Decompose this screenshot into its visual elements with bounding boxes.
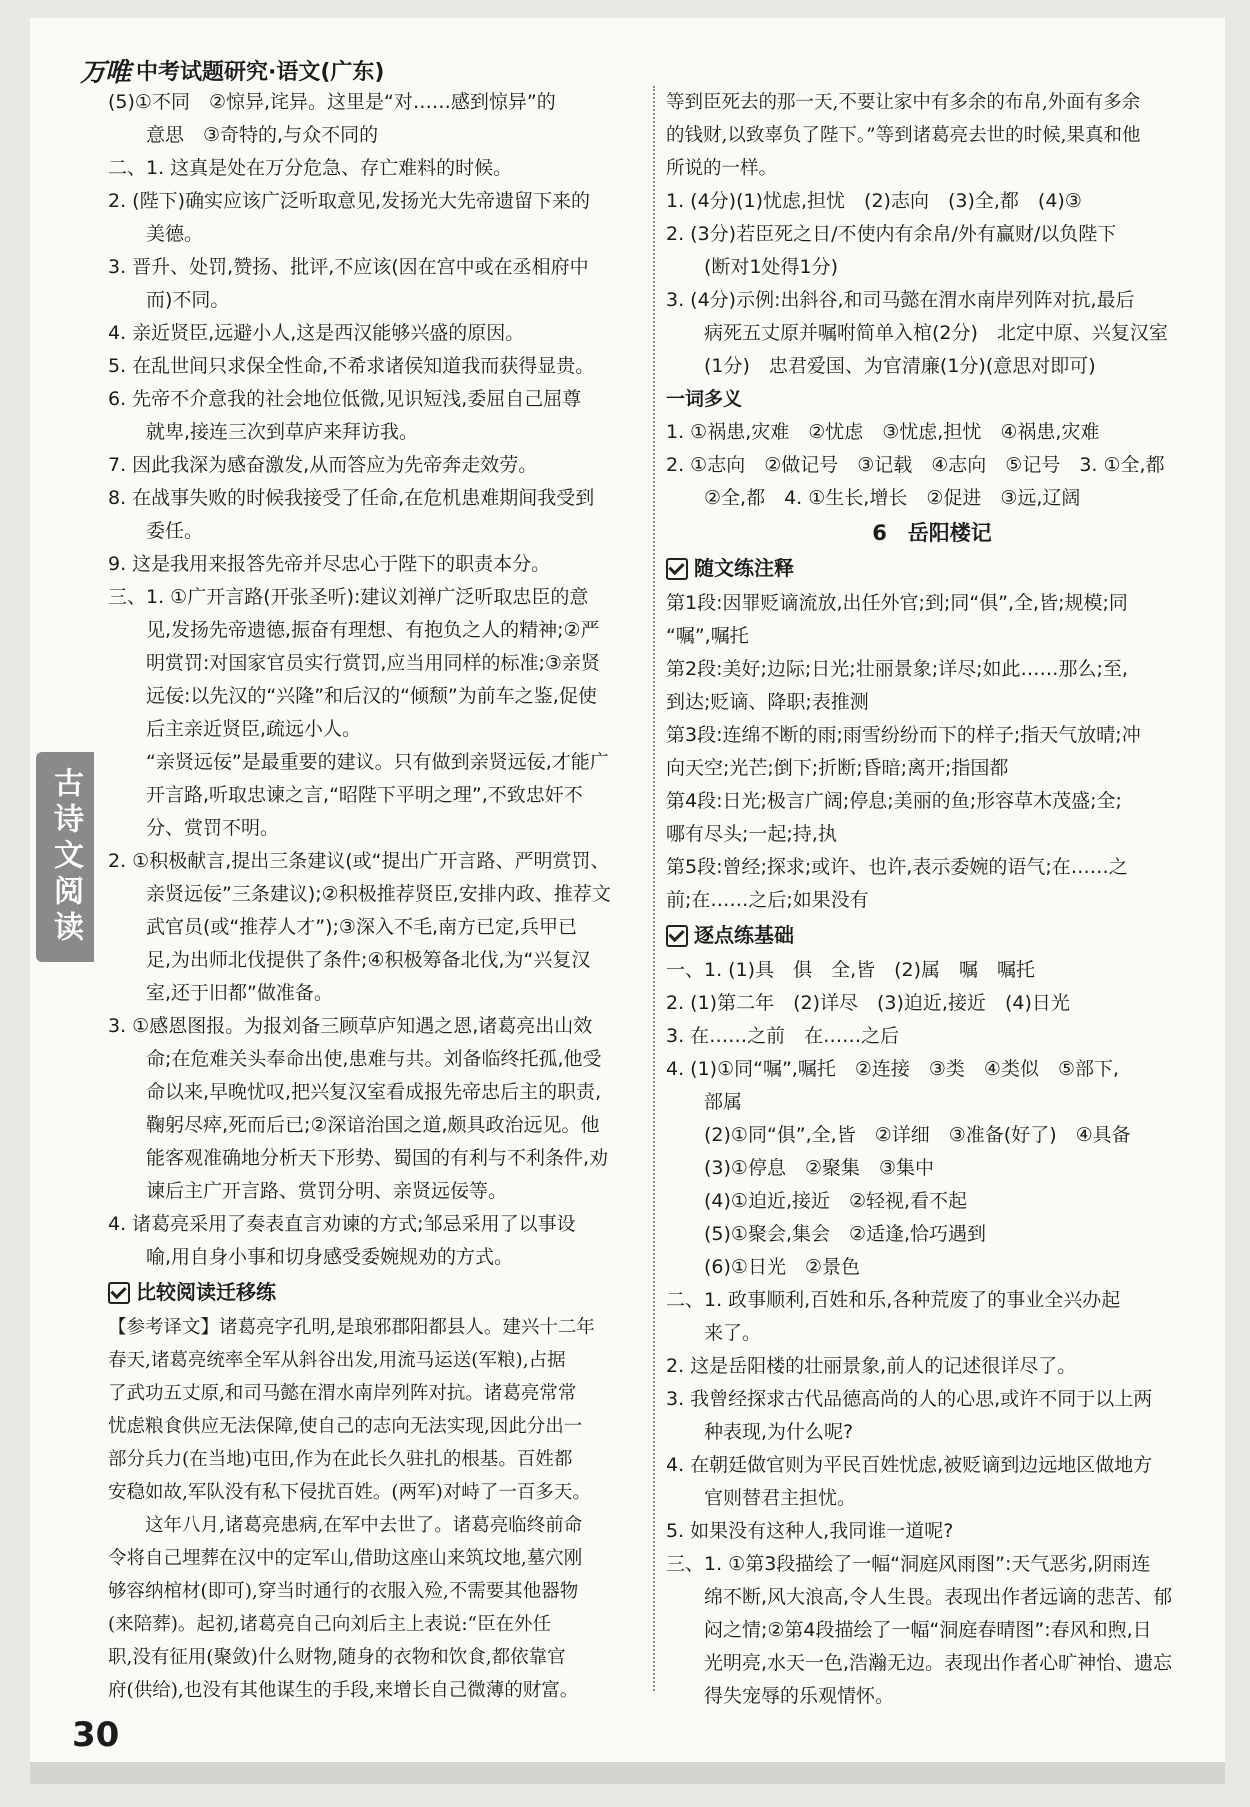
translation-line: 春天,诸葛亮统率全军从斜谷出发,用流马运送(军粮),占据	[108, 1350, 566, 1371]
answer-line: 第2段:美好;边际;日光;壮丽景象;详尽;如此……那么;至,	[666, 658, 1128, 680]
answer-line: 3. 我曾经探求古代品德高尚的人的心思,或许不同于以上两	[666, 1388, 1153, 1410]
answer-line: 5. 在乱世间只求保全性命,不希求诸侯知道我而获得显贵。	[108, 355, 595, 377]
translation-line: 够容纳棺材(即可),穿当时通行的衣服入殓,不需要其他器物	[108, 1581, 579, 1602]
checkbox-icon	[108, 1282, 130, 1304]
answer-line: “嘱”,嘱托	[666, 625, 749, 647]
answer-line: 来了。	[704, 1322, 762, 1344]
answer-line: 5. 如果没有这种人,我同谁一道呢?	[666, 1520, 954, 1542]
answer-line: 官则替君主担忧。	[704, 1487, 857, 1509]
translation-line: 的钱财,以致辜负了陛下。”等到诸葛亮去世的时候,果真和他	[666, 125, 1141, 146]
answer-line: 9. 这是我用来报答先帝并尽忠心于陛下的职责本分。	[108, 553, 551, 575]
translation-line: 等到臣死去的那一天,不要让家中有多余的布帛,外面有多余	[666, 92, 1141, 113]
answer-line: (断对1处得1分)	[704, 256, 839, 278]
answer-line: “亲贤远佞”是最重要的建议。只有做到亲贤远佞,才能广	[146, 751, 609, 773]
translation-line: 令将自己埋葬在汉中的定军山,借助这座山来筑坟地,墓穴刚	[108, 1548, 583, 1569]
answer-line: 能客观准确地分析天下形势、蜀国的有利与不利条件,劝	[146, 1147, 609, 1169]
answer-line: 1. (4分)(1)忧虑,担忧 (2)志向 (3)全,都 (4)③	[666, 190, 1082, 212]
answer-line: 喻,用自身小事和切身感受委婉规劝的方式。	[146, 1246, 514, 1268]
translation-line: 了武功五丈原,和司马懿在渭水南岸列阵对抗。诸葛亮常常	[108, 1383, 577, 1404]
answer-line: 后主亲近贤臣,疏远小人。	[146, 718, 362, 740]
answer-line: (5)①聚会,集会 ②适逢,恰巧遇到	[704, 1223, 987, 1245]
answer-line: 得失宠辱的乐观情怀。	[704, 1685, 895, 1707]
section-heading-text: 随文练注释	[694, 556, 794, 580]
answer-line: (3)①停息 ②聚集 ③集中	[704, 1157, 935, 1179]
translation-line: 这年八月,诸葛亮患病,在军中去世了。诸葛亮临终前命	[145, 1515, 583, 1536]
answer-line: 1. ①祸患,灾难 ②忧虑 ③忧虑,担忧 ④祸患,灾难	[666, 421, 1100, 443]
answer-line: 而)不同。	[146, 289, 230, 311]
answer-line: 鞠躬尽瘁,死而后已;②深谙治国之道,颇具政治远见。他	[146, 1114, 600, 1136]
section-tab	[36, 752, 94, 962]
answer-line: (4)①迫近,接近 ②轻视,看不起	[704, 1190, 968, 1212]
answer-line: 谏后主广开言路、赏罚分明、亲贤远佞等。	[146, 1180, 508, 1202]
section-heading	[108, 1276, 645, 1309]
checkbox-icon	[666, 558, 688, 580]
book-title: 中考试题研究·语文(广东)	[136, 59, 385, 85]
answer-line: (2)①同“俱”,全,皆 ②详细 ③准备(好了) ④具备	[704, 1124, 1131, 1146]
answer-line: 3. 晋升、处罚,赞扬、批评,不应该(因在宫中或在丞相府中	[108, 256, 589, 278]
answer-line: 3. (4分)示例:出斜谷,和司马懿在渭水南岸列阵对抗,最后	[666, 289, 1135, 311]
answer-line: 命;在危难关头奉命出使,患难与共。刘备临终托孤,他受	[146, 1048, 602, 1070]
answer-line: 美德。	[146, 223, 204, 245]
answer-line: 一词多义	[666, 388, 743, 410]
answer-line: 2. (3分)若臣死之日/不使内有余帛/外有赢财/以负陛下	[666, 223, 1117, 245]
section-heading	[666, 919, 1198, 952]
answer-line: 第5段:曾经;探求;或许、也许,表示委婉的语气;在……之	[666, 856, 1128, 878]
checkbox-icon	[666, 925, 688, 947]
answer-line: 命以来,早晚忧叹,把兴复汉室看成报先帝忠后主的职责,	[146, 1081, 602, 1103]
answer-line: 部属	[704, 1091, 743, 1113]
translation-line: 职,没有征用(聚敛)什么财物,随身的衣物和饮食,都依靠官	[108, 1647, 566, 1668]
page-number: 30	[72, 1715, 120, 1755]
translation-line: 忧虑粮食供应无法保障,使自己的志向无法实现,因此分出一	[108, 1416, 583, 1437]
answer-line: (1分) 忠君爱国、为官清廉(1分)(意思对即可)	[704, 355, 1096, 377]
translation-line: 所说的一样。	[666, 158, 778, 179]
brand-logo: 万唯	[80, 57, 131, 88]
lesson-title: 6 岳阳楼记	[872, 521, 992, 545]
answer-line: 武官员(或“推荐人才”);③深入不毛,南方已定,兵甲已	[146, 916, 578, 938]
answer-line: 7. 因此我深为感奋激发,从而答应为先帝奔走效劳。	[108, 454, 538, 476]
answer-line: 闷之情;②第4段描绘了一幅“洞庭春晴图”:春风和煦,日	[704, 1619, 1152, 1641]
answer-line: 哪有尽头;一起;持,执	[666, 823, 837, 845]
answer-line: 2. ①积极献言,提出三条建议(或“提出广开言路、严明赏罚、	[108, 850, 610, 872]
left-column	[108, 86, 645, 1707]
answer-line: 委任。	[146, 520, 204, 542]
answer-line: 足,为出师北伐提供了条件;④积极筹备北伐,为“兴复汉	[146, 949, 591, 971]
answer-line: 病死五丈原并嘱咐简单入棺(2分) 北定中原、兴复汉室	[704, 322, 1168, 344]
answer-line: 2. (陛下)确实应该广泛听取意见,发扬光大先帝遗留下来的	[108, 190, 591, 212]
answer-line: 三、1. ①广开言路(开张圣听):建议刘禅广泛听取忠臣的意	[108, 586, 589, 608]
answer-line: 二、1. 这真是处在万分危急、存亡难料的时候。	[108, 157, 513, 179]
answer-line: 向天空;光芒;倒下;折断;昏暗;离开;指国都	[666, 757, 1009, 779]
right-column	[666, 86, 1198, 1713]
section-heading-text: 逐点练基础	[694, 923, 794, 947]
answer-line: 4. (1)①同“嘱”,嘱托 ②连接 ③类 ④类似 ⑤部下,	[666, 1058, 1120, 1080]
translation-line: 府(供给),也没有其他谋生的手段,来增长自己微薄的财富。	[108, 1680, 579, 1701]
answer-line: 远佞:以先汉的“兴隆”和后汉的“倾颓”为前车之鉴,促使	[146, 685, 597, 707]
answer-line: 就卑,接连三次到草庐来拜访我。	[146, 421, 419, 443]
answer-line: 明赏罚:对国家官员实行赏罚,应当用同样的标准;③亲贤	[146, 652, 600, 674]
answer-line: 2. ①志向 ②做记号 ③记载 ④志向 ⑤记号 3. ①全,都	[666, 454, 1165, 476]
answer-line: 种表现,为什么呢?	[704, 1421, 854, 1443]
answer-line: 前;在……之后;如果没有	[666, 889, 869, 911]
answer-line: 分、赏罚不明。	[146, 817, 280, 839]
translation-line: (来陪葬)。起初,诸葛亮自己向刘后主上表说:“臣在外任	[108, 1614, 552, 1635]
answer-line: 光明亮,水天一色,浩瀚无边。表现出作者心旷神怡、遗忘	[704, 1652, 1173, 1674]
answer-line: 8. 在战事失败的时候我接受了任命,在危机患难期间我受到	[108, 487, 595, 509]
answer-line: (5)①不同 ②惊异,诧异。这里是“对……感到惊异”的	[108, 91, 556, 113]
answer-line: 一、1. (1)具 俱 全,皆 (2)属 嘱 嘱托	[666, 959, 1036, 981]
bottom-bar	[30, 1762, 1225, 1784]
answer-line: 室,还于旧都”做准备。	[146, 982, 333, 1004]
answer-line: 第3段:连绵不断的雨;雨雪纷纷而下的样子;指天气放晴;冲	[666, 724, 1141, 746]
answer-line: 4. 亲近贤臣,远避小人,这是西汉能够兴盛的原因。	[108, 322, 525, 344]
answer-line: 2. 这是岳阳楼的壮丽景象,前人的记述很详尽了。	[666, 1355, 1077, 1377]
answer-line: 三、1. ①第3段描绘了一幅“洞庭风雨图”:天气恶劣,阴雨连	[666, 1553, 1151, 1575]
answer-line: 绵不断,风大浪高,令人生畏。表现出作者远谪的悲苦、郁	[704, 1586, 1173, 1608]
answer-line: 第1段:因罪贬谪流放,出任外官;到;同“俱”,全,皆;规模;同	[666, 592, 1128, 614]
answer-line: 二、1. 政事顺利,百姓和乐,各种荒废了的事业全兴办起	[666, 1289, 1121, 1311]
answer-line: ②全,都 4. ①生长,增长 ②促进 ③远,辽阔	[704, 487, 1081, 509]
translation-line: 【参考译文】诸葛亮字孔明,是琅邪郡阳都县人。建兴十二年	[108, 1317, 595, 1338]
answer-line: 意思 ③奇特的,与众不同的	[146, 124, 379, 146]
answer-line: 6. 先帝不介意我的社会地位低微,见识短浅,委屈自己屈尊	[108, 388, 582, 410]
section-tab-label: 古诗文阅读	[48, 767, 83, 947]
answer-line: 3. 在……之前 在……之后	[666, 1025, 900, 1047]
answer-line: (6)①日光 ②景色	[704, 1256, 860, 1278]
translation-line: 安稳如故,军队没有私下侵扰百姓。(两军)对峙了一百多天。	[108, 1482, 591, 1503]
section-heading	[666, 552, 1198, 585]
answer-line: 第4段:日光;极言广阔;停息;美丽的鱼;形容草木茂盛;全;	[666, 790, 1122, 812]
answer-line: 4. 诸葛亮采用了奏表直言劝谏的方式;邹忌采用了以事设	[108, 1213, 576, 1235]
section-heading-text: 比较阅读迁移练	[136, 1280, 276, 1304]
answer-line: 见,发扬先帝遗德,振奋有理想、有抱负之人的精神;②严	[146, 619, 600, 641]
column-divider	[653, 86, 655, 1691]
answer-line: 到达;贬谪、降职;表推测	[666, 691, 869, 713]
answer-line: 4. 在朝廷做官则为平民百姓忧虑,被贬谪到边远地区做地方	[666, 1454, 1153, 1476]
answer-line: 亲贤远佞”三条建议);②积极推荐贤臣,安排内政、推荐文	[146, 883, 611, 905]
answer-line: 2. (1)第二年 (2)详尽 (3)迫近,接近 (4)日光	[666, 992, 1070, 1014]
answer-line: 3. ①感恩图报。为报刘备三顾草庐知遇之恩,诸葛亮出山效	[108, 1015, 593, 1037]
translation-line: 部分兵力(在当地)屯田,作为在此长久驻扎的根基。百姓都	[108, 1449, 573, 1470]
answer-line: 开言路,听取忠谏之言,“昭陛下平明之理”,不致忠奸不	[146, 784, 583, 806]
header	[80, 55, 385, 88]
